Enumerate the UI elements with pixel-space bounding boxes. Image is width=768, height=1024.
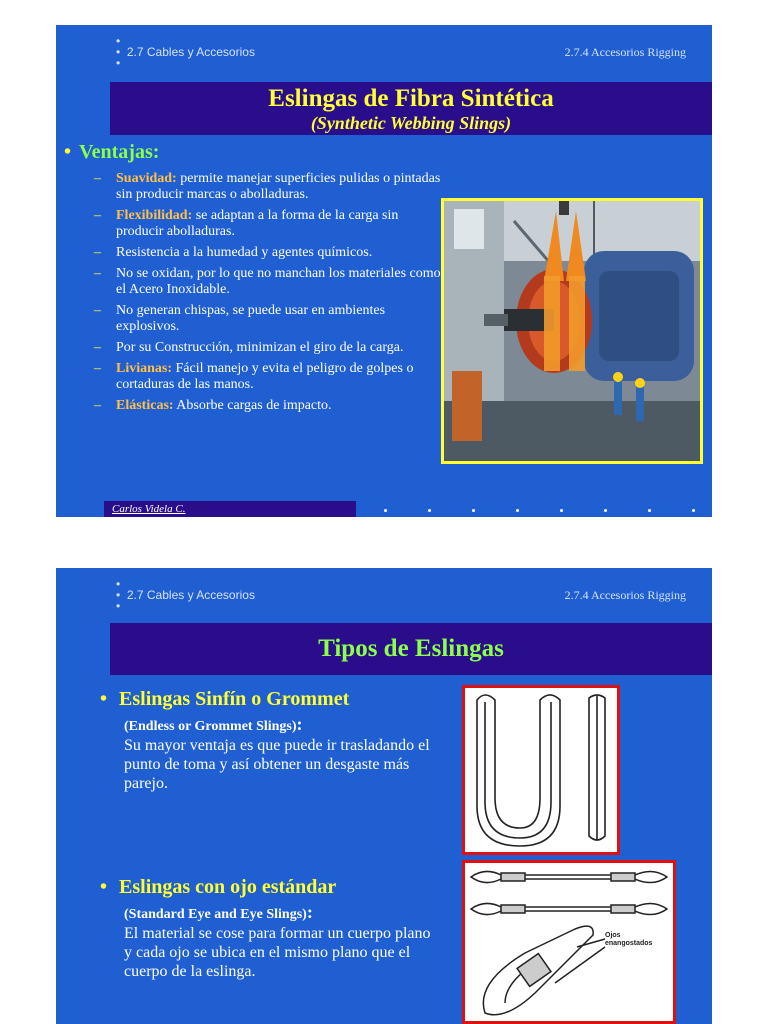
item-text: Resistencia a la humedad y agentes químicos. <box>116 245 373 260</box>
header-bullet-bottom: • <box>116 599 121 613</box>
header-bullet-top: • <box>116 34 121 48</box>
footer-dot <box>604 509 607 512</box>
section-bullet: • <box>64 141 72 163</box>
eye-sling-drawing <box>465 863 673 1023</box>
endless-sling-drawing <box>465 688 617 852</box>
item-text: se adaptan a la forma de la carga sin producir abolladuras. <box>116 208 399 239</box>
list-item <box>92 361 442 393</box>
header-section: 2.7 Cables y Accesorios <box>126 45 255 59</box>
section-label: Ventajas: <box>79 141 160 163</box>
author-link[interactable]: Carlos Videla C. <box>112 503 186 515</box>
dash-marker: – <box>94 208 101 223</box>
slide-title: Tipos de Eslingas <box>318 635 504 662</box>
footer-dot <box>384 509 387 512</box>
slide-title: Eslingas de Fibra Sintética <box>268 85 554 112</box>
section-heading <box>64 141 159 164</box>
block-colon: : <box>306 902 313 922</box>
item-text: Absorbe cargas de impacto. <box>173 398 332 413</box>
header-bullet-bottom: • <box>116 56 121 70</box>
list-item <box>92 266 442 298</box>
footer-dot <box>692 509 695 512</box>
title-bar <box>110 623 712 675</box>
item-text: Por su Construcción, minimizan el giro de la carga. <box>116 340 404 355</box>
header-bullet: • <box>116 588 121 602</box>
block-subtitle: (Standard Eye and Eye Slings) <box>124 907 307 922</box>
block-subtitle: (Endless or Grommet Slings) <box>124 719 297 734</box>
footer-dot <box>648 509 651 512</box>
dash-marker: – <box>94 245 101 260</box>
list-item <box>92 303 442 335</box>
slide-synthetic-slings <box>56 25 712 517</box>
block-description: El material se cose para formar un cuerpo plano y cada ojo se ubica en el mismo plano que el cuerpo de la eslinga. <box>124 925 431 980</box>
item-text: permite manejar superficies pulidas o pintadas sin producir marcas o abolladuras. <box>116 171 441 202</box>
list-item <box>92 208 442 240</box>
header-left <box>116 36 255 69</box>
block-bullet: • <box>100 876 108 898</box>
list-item <box>92 340 442 356</box>
slide-sling-types <box>56 568 712 1024</box>
header-subsection: 2.7.4 Accesorios Rigging <box>564 588 686 602</box>
generator-lift-illustration <box>444 201 700 461</box>
footer-dot <box>472 509 475 512</box>
endless-sling-figure <box>462 685 620 855</box>
block-title: Eslingas con ojo estándar <box>119 876 337 898</box>
item-text: No generan chispas, se puede usar en ambientes explosivos. <box>116 303 386 334</box>
dash-marker: – <box>94 398 101 413</box>
block-description: Su mayor ventaja es que puede ir trasladando el punto de toma y así obtener un desgaste más parejo. <box>124 737 430 792</box>
item-text: Fácil manejo y evita el peligro de golpes o cortaduras de las manos. <box>116 361 414 392</box>
footer-bar <box>104 501 356 517</box>
header-subsection: 2.7.4 Accesorios Rigging <box>564 45 686 59</box>
header-left <box>116 579 255 612</box>
header-section: 2.7 Cables y Accesorios <box>126 588 255 602</box>
block-title: Eslingas Sinfín o Grommet <box>119 688 350 710</box>
footer-dot <box>428 509 431 512</box>
block-bullet: • <box>100 688 108 710</box>
header-bullet-top: • <box>116 577 121 591</box>
footer-dot <box>516 509 519 512</box>
slide-subtitle: (Synthetic Webbing Slings) <box>310 113 512 133</box>
title-bar <box>110 82 712 135</box>
header-bullet: • <box>116 45 121 59</box>
list-item <box>92 245 442 261</box>
item-keyword: Livianas: <box>116 361 173 376</box>
eye-sling-figure <box>462 860 676 1024</box>
advantages-list <box>92 171 442 419</box>
item-keyword: Elásticas: <box>116 398 174 413</box>
dash-marker: – <box>94 340 101 355</box>
list-item <box>92 398 442 414</box>
block-colon: : <box>296 714 303 734</box>
dash-marker: – <box>94 266 101 281</box>
eye-slings-block <box>100 876 440 981</box>
dash-marker: – <box>94 171 101 186</box>
eye-label-1: Ojos <box>605 932 621 939</box>
eye-label-2: enangostados <box>605 940 653 947</box>
list-item <box>92 171 442 203</box>
item-text: No se oxidan, por lo que no manchan los materiales como el Acero Inoxidable. <box>116 266 441 297</box>
endless-slings-block <box>100 688 440 793</box>
dash-marker: – <box>94 303 101 318</box>
item-keyword: Suavidad: <box>116 171 177 186</box>
generator-lift-photo <box>441 198 703 464</box>
footer-dot <box>560 509 563 512</box>
item-keyword: Flexibilidad: <box>116 208 193 223</box>
dash-marker: – <box>94 361 101 376</box>
